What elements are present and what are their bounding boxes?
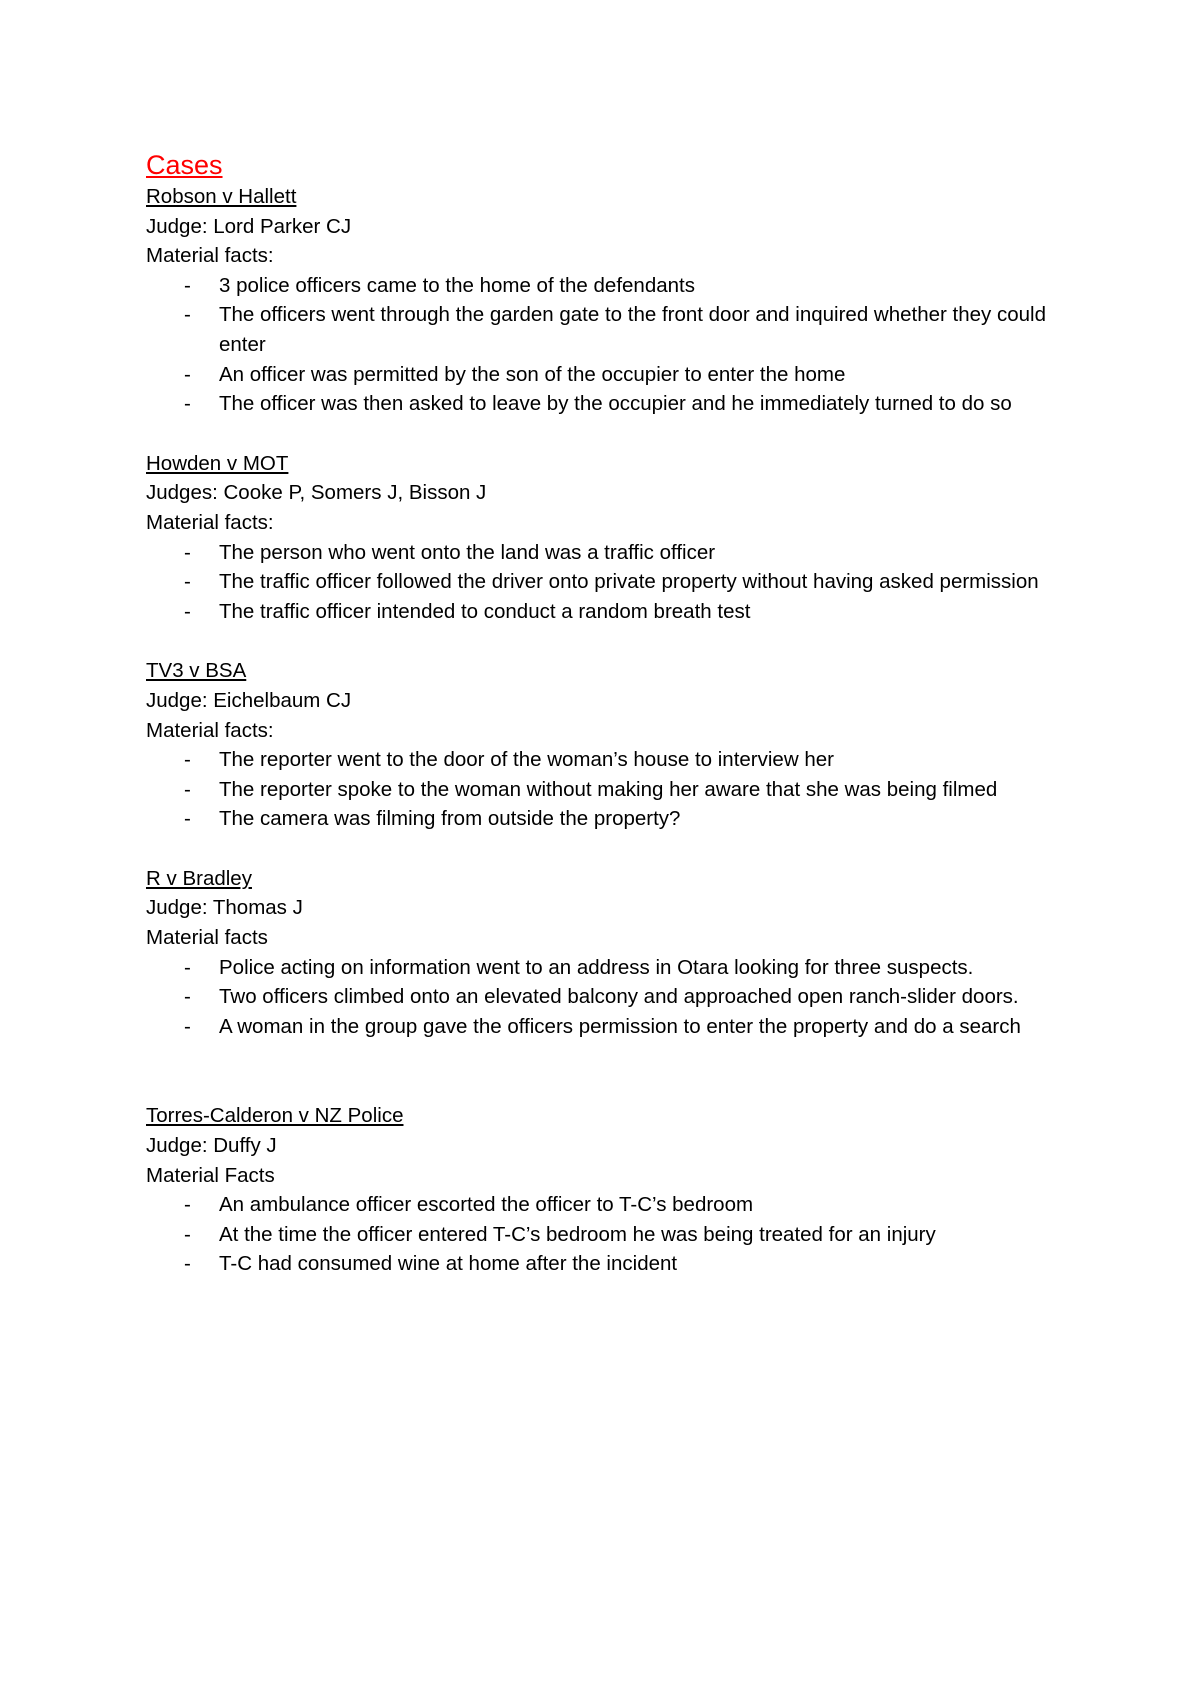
case-name: Robson v Hallett [146,185,297,208]
bullet-dash: - [184,1014,191,1038]
fact-item [146,1190,1076,1220]
fact-text: An officer was permitted by the son of the occupier to enter the home [219,362,846,386]
fact-item [146,1012,1076,1042]
fact-text: T-C had consumed wine at home after the incident [219,1252,678,1276]
case-name: R v Bradley [146,866,252,890]
fact-item [146,538,1076,568]
document-title: Cases [146,150,223,180]
fact-item [146,1220,1076,1250]
bullet-dash: - [184,392,191,416]
fact-item [146,271,1076,301]
fact-text: The officer was then asked to leave by the occupier and he immediately turned to do so [219,392,1012,416]
fact-item [146,745,1076,775]
case-judge: Judge: Lord Parker CJ [146,214,352,238]
material-facts-label: Material facts: [146,510,274,534]
document-page [146,148,1076,1279]
bullet-dash: - [184,777,191,801]
bullet-dash: - [184,362,191,386]
case-section [146,864,1076,1042]
bullet-dash: - [184,1252,191,1276]
bullet-dash: - [184,748,191,772]
fact-text: An ambulance officer escorted the officer to T-C’s bedroom [219,1193,754,1217]
fact-item [146,953,1076,983]
fact-text: The traffic officer intended to conduct a random breath test [219,599,751,623]
material-facts-label: Material Facts [146,1163,275,1187]
case-name: Howden v MOT [146,451,289,475]
facts-list [146,271,1076,419]
case-section [146,656,1076,834]
fact-text: Police acting on information went to an address in Otara looking for three suspects. [219,955,974,979]
fact-text: The traffic officer followed the driver onto private property without having asked permission [219,570,1039,594]
bullet-dash: - [184,599,191,623]
bullet-dash: - [184,1193,191,1217]
case-judge: Judge: Duffy J [146,1134,277,1158]
fact-text: The reporter spoke to the woman without making her aware that she was being filmed [219,777,998,801]
fact-text: The camera was filming from outside the property? [219,807,681,831]
bullet-dash: - [184,273,191,297]
fact-text: A woman in the group gave the officers permission to enter the property and do a search [219,1014,1021,1038]
fact-item [146,360,1076,390]
fact-item [146,567,1076,597]
material-facts-label: Material facts [146,926,268,950]
facts-list [146,745,1076,834]
material-facts-label: Material facts: [146,244,274,268]
fact-text: The officers went through the garden gate to the front door and inquired whether they could enter [219,303,1046,356]
bullet-dash: - [184,540,191,564]
case-name: Torres-Calderon v NZ Police [146,1104,404,1128]
fact-text: The reporter went to the door of the woman’s house to interview her [219,748,834,772]
case-name: TV3 v BSA [146,659,247,683]
fact-text: At the time the officer entered T-C’s bedroom he was being treated for an injury [219,1222,936,1246]
material-facts-label: Material facts: [146,718,274,742]
case-judge: Judge: Thomas J [146,896,303,920]
case-judge: Judges: Cooke P, Somers J, Bisson J [146,481,487,505]
fact-item [146,804,1076,834]
facts-list [146,538,1076,627]
bullet-dash: - [184,985,191,1009]
fact-item [146,1249,1076,1279]
fact-item [146,389,1076,419]
case-section [146,449,1076,627]
bullet-dash: - [184,570,191,594]
facts-list [146,1190,1076,1279]
case-section [146,182,1076,419]
bullet-dash: - [184,1222,191,1246]
fact-item [146,775,1076,805]
fact-item [146,300,1076,359]
bullet-dash: - [184,807,191,831]
bullet-dash: - [184,955,191,979]
case-section [146,1101,1076,1279]
fact-item [146,982,1076,1012]
bullet-dash: - [184,303,191,327]
fact-text: 3 police officers came to the home of the defendants [219,273,695,297]
facts-list [146,953,1076,1042]
case-judge: Judge: Eichelbaum CJ [146,688,352,712]
fact-text: The person who went onto the land was a traffic officer [219,540,716,564]
fact-text: Two officers climbed onto an elevated balcony and approached open ranch-slider doors. [219,985,1019,1009]
fact-item [146,597,1076,627]
